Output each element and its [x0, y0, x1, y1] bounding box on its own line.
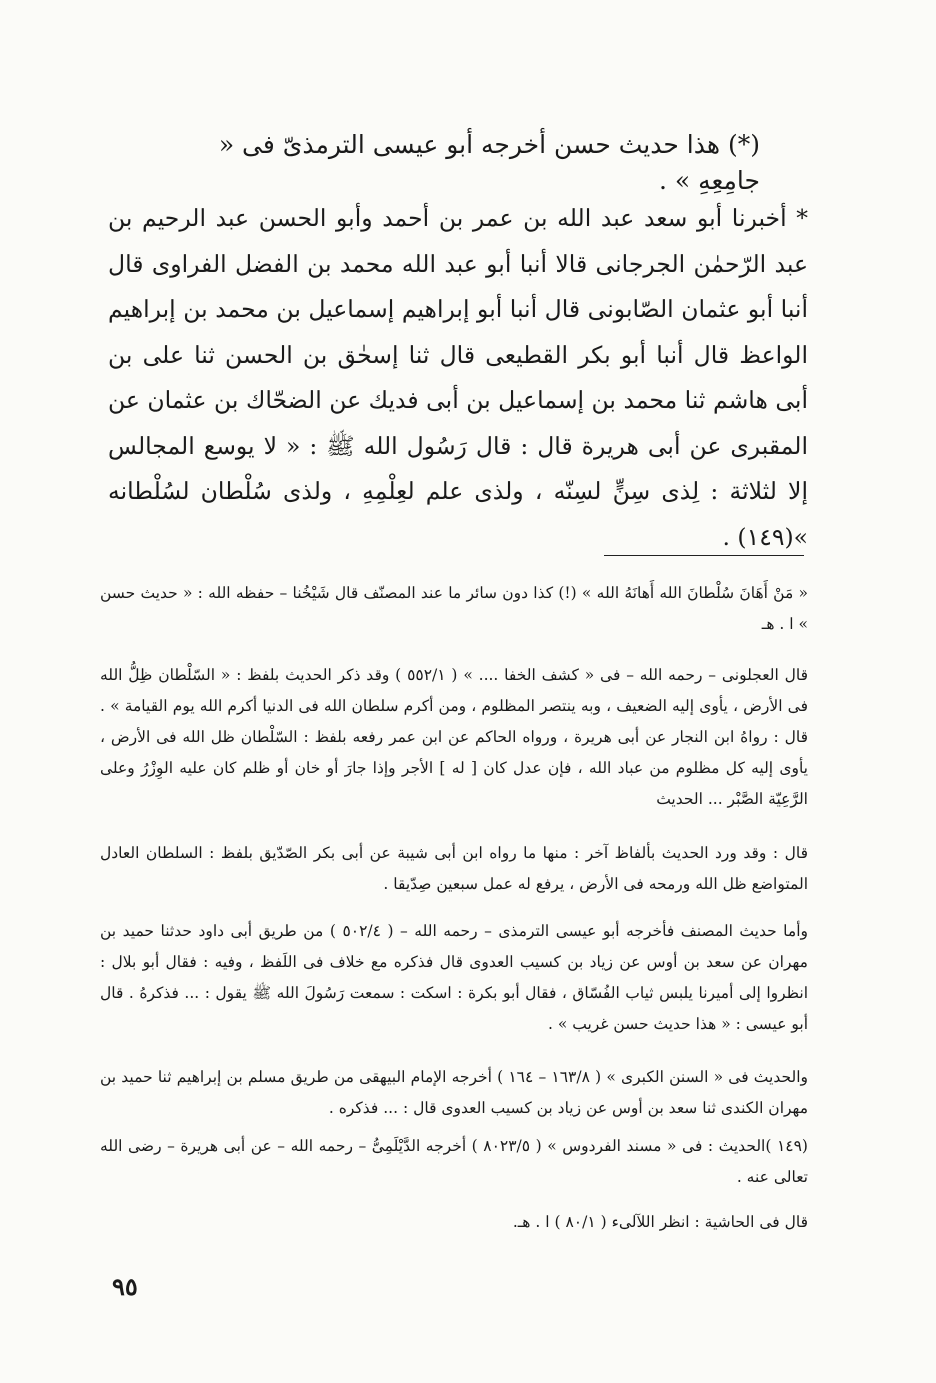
footnote-block	[100, 660, 808, 815]
footnote-block	[100, 1207, 808, 1238]
footnote-block	[100, 578, 808, 640]
footnote-paragraph: قال فى الحاشية : انظر اللآلىء ( ٨٠/١ ) ا . هـ.	[512, 1213, 808, 1231]
footnote-block	[100, 838, 808, 900]
footnote-paragraph: والحديث فى « السنن الكبرى » ( ١٦٣/٨ – ١٦٤ ) أخرجه الإمام البيهقى من طريق مسلم بن إبراهيم ثنا حميد بن مهران الكندى ثنا سعد بن أوس عن زياد بن كسيب العدوى قال : ... فذكره .	[100, 1068, 808, 1117]
footnote-block	[100, 916, 808, 1040]
page-number: ٩٥	[112, 1272, 138, 1301]
footnote-block	[100, 1062, 808, 1124]
footnote-paragraph: (١٤٩ )الحديث : فى « مسند الفردوس » ( ٨٠٢٣/٥ ) أخرجه الدَّيْلَمِىُّ – رحمه الله – عن أبى هريرة – رضى الله تعالى عنه .	[100, 1137, 808, 1186]
footnote-paragraph: قال : وقد ورد الحديث بألفاظ آخر : منها ما رواه ابن أبى شيبة عن أبى بكر الصّدّيق بلفظ : السلطان العادل المتواضع ظل الله ورمحه فى الأرض ، يرفع له عمل سبعين صِدّيقا .	[100, 844, 808, 893]
footnote-paragraph: قال العجلونى – رحمه الله – فى « كشف الخفا .... » ( ٥٥٢/١ ) وقد ذكر الحديث بلفظ : « السّلْطان ظِلُّ الله فى الأرض ، يأوى إليه الضعيف ، وبه ينتصر المظلوم ، ومن أكرم سلطان الله فى الدنيا أكرم الله يوم القيامة » . قال : رواهُ ابن النجار عن أبى هريرة ، ورواه الحاكم عن ابن عمر رفعه بلفظ : السّلْطان ظل الله فى الأرض ، يأوى إليه كل مظلوم من عباد الله ، فإن عدل كان [ له ] الأجر وإذا جارَ أو خان أو ظلم كان عليه الوِزْرُ وعلى الرَّعِيّة الصَّبْر ... الحديث	[100, 666, 808, 808]
footnote-separator	[604, 555, 804, 556]
hadith-grade-heading: (*) هذا حديث حسن أخرجه أبو عيسى الترمذىّ فى « جامِعِهِ » .	[218, 130, 760, 195]
hadith-paragraph: * أخبرنا أبو سعد عبد الله بن عمر بن أحمد وأبو الحسن عبد الرحيم بن عبد الرّحمٰن الجرجانى قالا أنبا أبو عبد الله محمد بن الفضل الفراوى قال أنبا أبو عثمان الصّابونى قال أنبا أبو إبراهيم إسماعيل بن محمد بن إبراهيم الواعظ قال أنبا أبو بكر القطيعى قال ثنا إسحٰق بن الحسن ثنا على بن أبى هاشم ثنا محمد بن إسماعيل بن أبى فديك عن الضحّاك بن عثمان عن المقبرى عن أبى هريرة قال : قال رَسُول الله ﷺ : « لا يوسع المجالس إلا لثلاثة : لِذى سِنٍّ لسِنّه ، ولذى علم لعِلْمِهِ ، ولذى سُلْطان لسُلْطانه »(١٤٩) .	[108, 204, 808, 551]
footnote-paragraph: وأما حديث المصنف فأخرجه أبو عيسى الترمذى – رحمه الله – ( ٥٠٢/٤ ) من طريق أبى داود حدثنا حميد بن مهران عن سعد بن أوس عن زياد بن كسيب العدوى قال فذكره مع خلاف فى اللَفظ ، وفيه : فقال أبو بلال : انظروا إلى أميرنا يلبس ثياب الفُسّاق ، فقال أبو بكرة : اسكت : سمعت رَسُولَ الله ﷺ يقول : ... فذكرهُ . قال أبو عيسى : « هذا حديث حسن غريب » .	[100, 922, 808, 1033]
main-hadith-text	[108, 196, 808, 560]
footnote-block	[100, 1131, 808, 1193]
footnote-paragraph: « مَنْ أَهَانَ سُلْطانَ الله أَهانَهُ الله » (!) كذا دون سائر ما عند المصنّف قال شَيْخُنا – حفظه الله : « حديث حسن » ا . هـ	[100, 584, 808, 633]
